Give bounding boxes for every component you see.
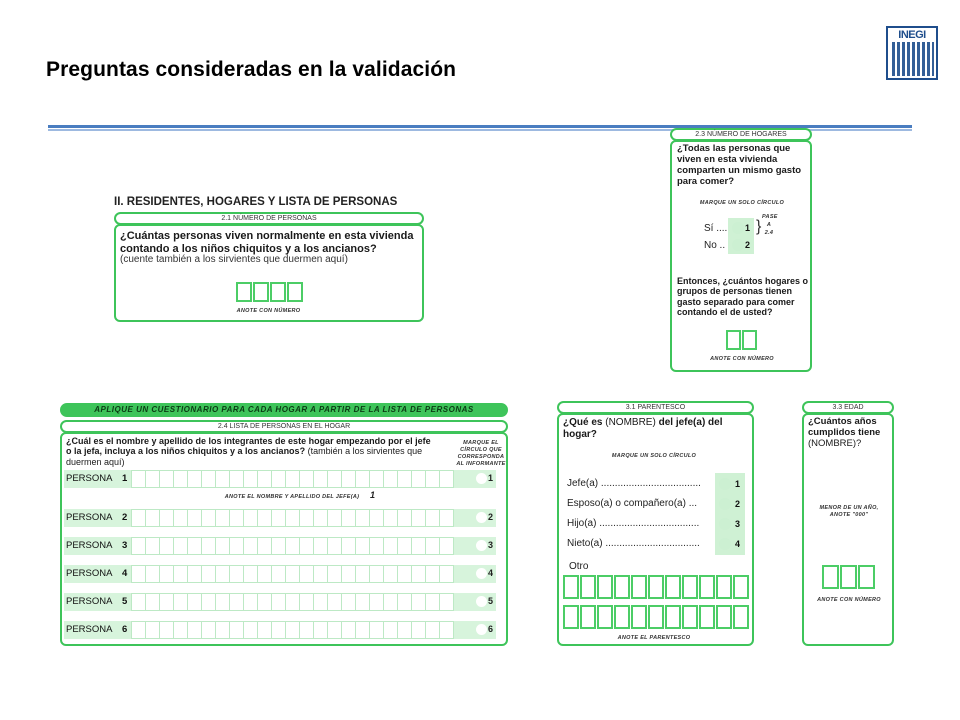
q33-question-name: (NOMBRE)? (808, 437, 862, 449)
q23-instruction: MARQUE UN SOLO CÍRCULO (699, 200, 785, 206)
name-cell[interactable] (412, 538, 425, 554)
name-cell[interactable] (202, 471, 215, 487)
section-heading: II. RESIDENTES, HOGARES Y LISTA DE PERSONAS (114, 196, 398, 208)
name-cell[interactable] (384, 594, 397, 610)
name-cell[interactable] (370, 594, 383, 610)
q21-panel (114, 224, 424, 322)
person-label: PERSONA (66, 624, 113, 635)
q21-label: 2.1 NÚMERO DE PERSONAS (114, 212, 424, 225)
name-cell[interactable] (272, 471, 285, 487)
name-cells (132, 622, 454, 638)
name-cell[interactable] (286, 538, 299, 554)
name-cell[interactable] (146, 538, 159, 554)
q31-instruction: MARQUE UN SOLO CÍRCULO (611, 453, 697, 459)
name-cell[interactable] (314, 566, 327, 582)
name-cell[interactable] (258, 471, 271, 487)
name-cell[interactable] (174, 566, 187, 582)
name-cell[interactable] (272, 566, 285, 582)
person-row (64, 509, 496, 527)
q31-option-num: 1 (735, 479, 741, 489)
informant-circle[interactable] (476, 568, 487, 579)
name-cell[interactable] (356, 510, 369, 526)
name-cell[interactable] (286, 566, 299, 582)
q31-option-label: Jefe(a) .................................... (567, 478, 701, 489)
name-cells (132, 471, 454, 487)
name-cell[interactable] (342, 566, 355, 582)
name-cell[interactable] (160, 594, 173, 610)
q23-option-num: 1 (745, 223, 751, 233)
q23-option-circle[interactable] (732, 239, 744, 251)
person-number: 5 (122, 596, 128, 607)
name-cell[interactable] (300, 510, 313, 526)
q24-side-note: MARQUE EL CÍRCULO QUE CORRESPONDA AL INFORMANTE (456, 440, 506, 467)
name-cell[interactable] (440, 566, 453, 582)
name-cell[interactable] (398, 510, 411, 526)
inegi-logo (886, 26, 938, 80)
q23-option-circle[interactable] (732, 222, 744, 234)
q31-other-row1[interactable] (563, 575, 750, 599)
person-number: 6 (122, 624, 128, 635)
name-cell[interactable] (384, 566, 397, 582)
name-cell[interactable] (188, 622, 201, 638)
name-cell[interactable] (202, 594, 215, 610)
name-cells (132, 594, 454, 610)
name-cell[interactable] (132, 594, 145, 610)
informant-circle[interactable] (476, 540, 487, 551)
name-cell[interactable] (244, 622, 257, 638)
name-cell[interactable] (356, 622, 369, 638)
name-cell[interactable] (244, 538, 257, 554)
name-cell[interactable] (328, 594, 341, 610)
name-cell[interactable] (356, 566, 369, 582)
q24-row-instruction-mark: 1 (370, 490, 376, 500)
name-cell[interactable] (244, 510, 257, 526)
name-cell[interactable] (272, 622, 285, 638)
name-cell[interactable] (314, 538, 327, 554)
name-cell[interactable] (328, 510, 341, 526)
q33-question-text: ¿Cuántos años cumplidos tiene (808, 416, 881, 438)
name-cell[interactable] (314, 594, 327, 610)
name-cell[interactable] (412, 471, 425, 487)
name-cell[interactable] (342, 471, 355, 487)
name-cell[interactable] (286, 471, 299, 487)
name-cell[interactable] (174, 471, 187, 487)
name-cell[interactable] (440, 471, 453, 487)
informant-circle[interactable] (476, 596, 487, 607)
name-cell[interactable] (300, 622, 313, 638)
name-cell[interactable] (160, 510, 173, 526)
q23-question: ¿Todas las personas que viven en esta vivienda comparten un mismo gasto para comer? (677, 143, 802, 187)
name-cell[interactable] (300, 471, 313, 487)
name-cell[interactable] (328, 538, 341, 554)
q24-question-text: ¿Cuál es el nombre y apellido de los integrantes de este hogar empezando por el jefe o la jefa, incluya a los niños chiquitos y a los ancianos? (66, 436, 431, 457)
name-cell[interactable] (160, 538, 173, 554)
name-cell[interactable] (230, 538, 243, 554)
name-cell[interactable] (188, 510, 201, 526)
name-cell[interactable] (384, 510, 397, 526)
name-cell[interactable] (328, 471, 341, 487)
name-cell[interactable] (412, 622, 425, 638)
person-label: PERSONA (66, 568, 113, 579)
q23-number-boxes[interactable] (726, 330, 758, 350)
q23-instruction2: ANOTE CON NÚMERO (710, 356, 774, 362)
name-cell[interactable] (174, 510, 187, 526)
q24-question (66, 436, 438, 467)
name-cell[interactable] (300, 538, 313, 554)
name-cell[interactable] (188, 471, 201, 487)
q31-question-end: del jefe(a) del hogar? (563, 417, 723, 440)
q31-option-circle[interactable] (719, 478, 731, 490)
name-cell[interactable] (272, 510, 285, 526)
informant-number: 4 (488, 568, 494, 578)
q24-banner: APLIQUE UN CUESTIONARIO PARA CADA HOGAR A PARTIR DE LA LISTA DE PERSONAS (60, 403, 508, 417)
q31-label: 3.1 PARENTESCO (557, 401, 754, 414)
name-cell[interactable] (440, 510, 453, 526)
name-cell[interactable] (202, 622, 215, 638)
name-cell[interactable] (440, 622, 453, 638)
informant-circle[interactable] (476, 512, 487, 523)
name-cell[interactable] (328, 566, 341, 582)
person-row (64, 470, 496, 488)
q33-label: 3.3 EDAD (802, 401, 894, 414)
logo-grid-icon (892, 42, 934, 76)
name-cell[interactable] (398, 471, 411, 487)
q31-instruction2: ANOTE EL PARENTESCO (617, 635, 691, 641)
name-cell[interactable] (146, 594, 159, 610)
name-cell[interactable] (426, 622, 439, 638)
person-number: 1 (122, 473, 128, 484)
q24-label: 2.4 LISTA DE PERSONAS EN EL HOGAR (60, 420, 508, 433)
name-cell[interactable] (244, 594, 257, 610)
q31-option-label: Esposo(a) o compañero(a) ... (567, 498, 698, 509)
q21-number-boxes[interactable] (236, 282, 304, 302)
name-cell[interactable] (370, 538, 383, 554)
name-cell[interactable] (342, 594, 355, 610)
informant-number: 1 (488, 473, 494, 483)
name-cell[interactable] (174, 594, 187, 610)
q23-option-num: 2 (745, 240, 751, 250)
name-cell[interactable] (286, 594, 299, 610)
name-cell[interactable] (132, 622, 145, 638)
name-cell[interactable] (216, 622, 229, 638)
q33-instruction: ANOTE CON NÚMERO (817, 597, 881, 603)
name-cell[interactable] (342, 622, 355, 638)
q23-option-label: Sí .... (704, 223, 728, 234)
name-cell[interactable] (160, 566, 173, 582)
person-label: PERSONA (66, 540, 113, 551)
name-cell[interactable] (146, 566, 159, 582)
name-cell[interactable] (146, 622, 159, 638)
q23-panel (670, 140, 812, 372)
name-cell[interactable] (370, 510, 383, 526)
q21-note: (cuente también a los sirvientes que duermen aquí) (120, 254, 348, 265)
informant-circle[interactable] (476, 624, 487, 635)
name-cell[interactable] (188, 594, 201, 610)
name-cell[interactable] (342, 510, 355, 526)
person-row (64, 565, 496, 583)
name-cell[interactable] (300, 566, 313, 582)
informant-number: 3 (488, 540, 494, 550)
name-cell[interactable] (398, 594, 411, 610)
q31-option-circle[interactable] (719, 538, 731, 550)
name-cell[interactable] (188, 566, 201, 582)
name-cell[interactable] (314, 510, 327, 526)
informant-number: 2 (488, 512, 494, 522)
name-cell[interactable] (356, 471, 369, 487)
slide-title: Preguntas consideradas en la validación (46, 58, 457, 81)
name-cell[interactable] (342, 538, 355, 554)
name-cell[interactable] (258, 510, 271, 526)
name-cell[interactable] (426, 471, 439, 487)
name-cell[interactable] (216, 566, 229, 582)
name-cell[interactable] (370, 471, 383, 487)
name-cell[interactable] (202, 538, 215, 554)
name-cell[interactable] (272, 594, 285, 610)
name-cell[interactable] (230, 622, 243, 638)
q23-label: 2.3 NÚMERO DE HOGARES (670, 128, 812, 141)
name-cell[interactable] (412, 566, 425, 582)
person-label: PERSONA (66, 512, 113, 523)
name-cell[interactable] (132, 566, 145, 582)
name-cell[interactable] (258, 566, 271, 582)
person-row (64, 537, 496, 555)
person-label: PERSONA (66, 596, 113, 607)
name-cell[interactable] (188, 538, 201, 554)
person-number: 4 (122, 568, 128, 579)
name-cell[interactable] (356, 594, 369, 610)
name-cell[interactable] (132, 510, 145, 526)
q31-question-start: ¿Qué es (563, 417, 603, 428)
name-cell[interactable] (230, 471, 243, 487)
name-cell[interactable] (426, 510, 439, 526)
q33-note-1: MENOR DE UN AÑO, (819, 505, 879, 511)
informant-circle[interactable] (476, 473, 487, 484)
q23-skip-1: PASE (762, 214, 778, 220)
name-cell[interactable] (146, 471, 159, 487)
q23-skip-3: 2.4 (764, 230, 774, 236)
q31-panel (557, 413, 754, 646)
name-cell[interactable] (398, 538, 411, 554)
name-cell[interactable] (132, 471, 145, 487)
q31-option-num: 4 (735, 539, 741, 549)
name-cell[interactable] (258, 594, 271, 610)
q24-row-instruction: ANOTE EL NOMBRE Y APELLIDO DEL JEFE(A) (224, 494, 360, 500)
q31-option-num: 3 (735, 519, 741, 529)
q23-skip-brace: } (756, 218, 762, 235)
name-cell[interactable] (412, 594, 425, 610)
name-cell[interactable] (202, 510, 215, 526)
informant-number: 6 (488, 624, 494, 634)
name-cells (132, 566, 454, 582)
q24-question-note: (también a los sirvientes que duermen aquí) (66, 446, 423, 467)
name-cell[interactable] (286, 510, 299, 526)
name-cells (132, 510, 454, 526)
person-number: 2 (122, 512, 128, 523)
q23-skip-2: A (766, 222, 772, 228)
name-cell[interactable] (216, 594, 229, 610)
name-cell[interactable] (384, 622, 397, 638)
person-label: PERSONA (66, 473, 113, 484)
person-row (64, 621, 496, 639)
name-cell[interactable] (412, 510, 425, 526)
q31-option-label: Nieto(a) .................................. (567, 538, 700, 549)
q31-question (563, 417, 748, 440)
q23-option-label: No .. (704, 240, 726, 251)
name-cell[interactable] (426, 594, 439, 610)
name-cell[interactable] (174, 622, 187, 638)
q31-other: Otro (569, 561, 589, 572)
q31-option-circle[interactable] (719, 518, 731, 530)
name-cell[interactable] (160, 471, 173, 487)
q31-option-circle[interactable] (719, 498, 731, 510)
name-cell[interactable] (230, 510, 243, 526)
name-cell[interactable] (398, 566, 411, 582)
name-cell[interactable] (328, 622, 341, 638)
name-cell[interactable] (356, 538, 369, 554)
name-cell[interactable] (370, 566, 383, 582)
name-cells (132, 538, 454, 554)
name-cell[interactable] (440, 594, 453, 610)
q23-followup: Entonces, ¿cuántos hogares o grupos de personas tienen gasto separado para comer contando el de usted? (677, 276, 809, 318)
person-row (64, 593, 496, 611)
name-cell[interactable] (244, 566, 257, 582)
name-cell[interactable] (216, 538, 229, 554)
person-number: 3 (122, 540, 128, 551)
name-cell[interactable] (258, 538, 271, 554)
name-cell[interactable] (398, 622, 411, 638)
name-cell[interactable] (314, 622, 327, 638)
name-cell[interactable] (300, 594, 313, 610)
name-cell[interactable] (230, 566, 243, 582)
q31-other-row2[interactable] (563, 605, 750, 629)
name-cell[interactable] (370, 622, 383, 638)
name-cell[interactable] (146, 510, 159, 526)
name-cell[interactable] (272, 538, 285, 554)
name-cell[interactable] (440, 538, 453, 554)
q33-number-boxes[interactable] (822, 565, 876, 589)
q31-option-num: 2 (735, 499, 741, 509)
name-cell[interactable] (384, 471, 397, 487)
name-cell[interactable] (384, 538, 397, 554)
name-cell[interactable] (160, 622, 173, 638)
q33-question (808, 417, 894, 450)
q33-panel (802, 413, 894, 646)
name-cell[interactable] (426, 566, 439, 582)
q31-option-label: Hijo(a) .................................... (567, 518, 700, 529)
name-cell[interactable] (230, 594, 243, 610)
q33-note-2: ANOTE "000" (829, 512, 869, 518)
name-cell[interactable] (174, 538, 187, 554)
name-cell[interactable] (216, 471, 229, 487)
name-cell[interactable] (286, 622, 299, 638)
name-cell[interactable] (258, 622, 271, 638)
informant-number: 5 (488, 596, 494, 606)
name-cell[interactable] (202, 566, 215, 582)
name-cell[interactable] (132, 538, 145, 554)
q31-question-name: (NOMBRE) (605, 417, 656, 428)
name-cell[interactable] (244, 471, 257, 487)
name-cell[interactable] (216, 510, 229, 526)
q21-instruction: ANOTE CON NÚMERO (236, 308, 301, 314)
name-cell[interactable] (426, 538, 439, 554)
logo-text: INEGI (898, 29, 926, 41)
q21-question: ¿Cuántas personas viven normalmente en esta vivienda contando a los niños chiquitos y a los ancianos? (120, 230, 414, 255)
name-cell[interactable] (314, 471, 327, 487)
